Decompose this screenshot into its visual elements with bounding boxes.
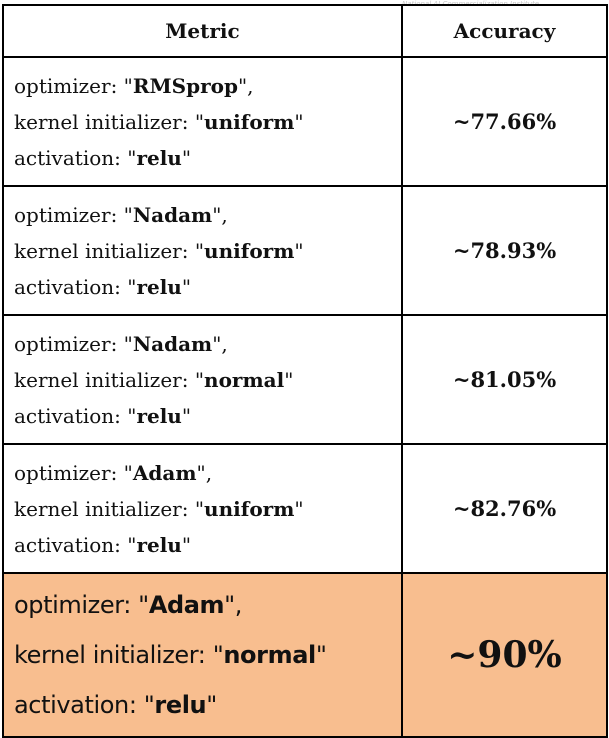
results-table xyxy=(2,4,608,738)
accuracy-cell: ~82.76% xyxy=(402,444,607,573)
activation-label: activation: xyxy=(14,145,128,170)
kernel-initializer-label: kernel initializer: xyxy=(14,496,195,521)
kernel-initializer-label: kernel initializer: xyxy=(14,238,195,263)
activation-value: relu xyxy=(136,145,182,170)
table-row xyxy=(3,186,607,315)
accuracy-cell: ~90% xyxy=(402,573,607,737)
kernel-initializer-line: kernel initializer: "normal" xyxy=(14,367,294,392)
metric-cell xyxy=(3,444,402,573)
optimizer-line: optimizer: "Nadam", xyxy=(14,331,228,356)
metric-cell xyxy=(3,186,402,315)
activation-label: activation: xyxy=(14,274,128,299)
activation-line: activation: "relu" xyxy=(14,532,192,557)
accuracy-cell: ~81.05% xyxy=(402,315,607,444)
metric-cell xyxy=(3,57,402,186)
activation-line: activation: "relu" xyxy=(14,691,217,719)
activation-label: activation: xyxy=(14,532,128,557)
metric-header: Metric xyxy=(3,5,402,57)
kernel-initializer-label: kernel initializer: xyxy=(14,109,195,134)
optimizer-label: optimizer: xyxy=(14,331,124,356)
optimizer-value: RMSprop xyxy=(132,73,238,98)
kernel-initializer-value: uniform xyxy=(204,496,295,521)
kernel-initializer-value: uniform xyxy=(204,109,295,134)
kernel-initializer-line: kernel initializer: "uniform" xyxy=(14,496,304,521)
activation-line: activation: "relu" xyxy=(14,403,192,428)
watermark-text: National AI Commercialization Institute xyxy=(402,0,540,8)
activation-label: activation: xyxy=(14,691,144,719)
optimizer-value: Adam xyxy=(148,591,225,619)
activation-value: relu xyxy=(136,532,182,557)
metric-cell xyxy=(3,573,402,737)
activation-value: relu xyxy=(136,274,182,299)
kernel-initializer-value: normal xyxy=(204,367,285,392)
activation-line: activation: "relu" xyxy=(14,145,192,170)
best-result-row xyxy=(3,573,607,737)
optimizer-line: optimizer: "Adam", xyxy=(14,460,213,485)
optimizer-label: optimizer: xyxy=(14,460,124,485)
kernel-initializer-line: kernel initializer: "uniform" xyxy=(14,238,304,263)
table-row xyxy=(3,444,607,573)
optimizer-line: optimizer: "Adam", xyxy=(14,591,243,619)
optimizer-value: Nadam xyxy=(132,331,213,356)
activation-label: activation: xyxy=(14,403,128,428)
optimizer-line: optimizer: "RMSprop", xyxy=(14,73,254,98)
table-row xyxy=(3,57,607,186)
kernel-initializer-label: kernel initializer: xyxy=(14,367,195,392)
optimizer-value: Nadam xyxy=(132,202,213,227)
header-row xyxy=(3,5,607,57)
activation-value: relu xyxy=(136,403,182,428)
kernel-initializer-line: kernel initializer: "normal" xyxy=(14,641,327,669)
activation-value: relu xyxy=(154,691,207,719)
accuracy-cell: ~78.93% xyxy=(402,186,607,315)
optimizer-label: optimizer: xyxy=(14,73,124,98)
optimizer-label: optimizer: xyxy=(14,591,139,619)
optimizer-label: optimizer: xyxy=(14,202,124,227)
table-row xyxy=(3,315,607,444)
kernel-initializer-label: kernel initializer: xyxy=(14,641,213,669)
kernel-initializer-line: kernel initializer: "uniform" xyxy=(14,109,304,134)
optimizer-line: optimizer: "Nadam", xyxy=(14,202,228,227)
metric-cell xyxy=(3,315,402,444)
kernel-initializer-value: normal xyxy=(223,641,316,669)
kernel-initializer-value: uniform xyxy=(204,238,295,263)
optimizer-value: Adam xyxy=(132,460,197,485)
accuracy-header: Accuracy xyxy=(402,5,607,57)
activation-line: activation: "relu" xyxy=(14,274,192,299)
accuracy-cell: ~77.66% xyxy=(402,57,607,186)
